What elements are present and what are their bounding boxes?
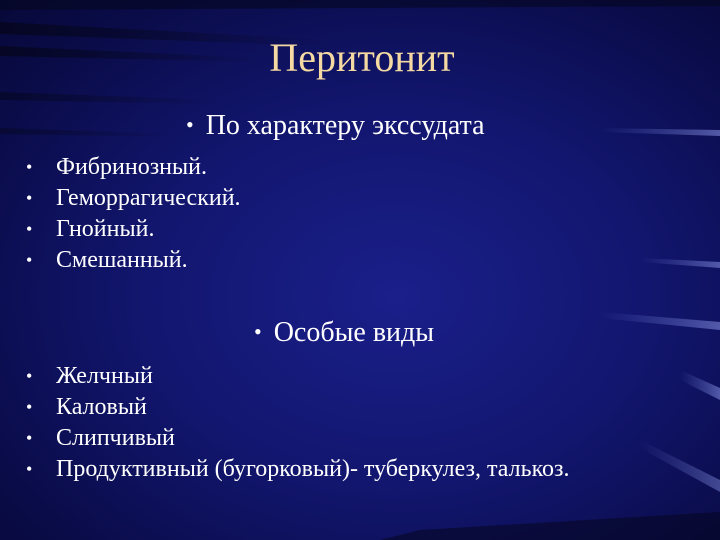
bullet-icon: • <box>26 157 33 177</box>
list-item-label: Геморрагический. <box>56 185 241 211</box>
list-item-label: Слипчивый <box>56 425 175 451</box>
list-item-label: Фибринозный. <box>56 154 207 180</box>
light-streak-3 <box>600 312 720 330</box>
list-item <box>26 214 241 245</box>
light-streak-2 <box>640 258 720 268</box>
bullet-icon: • <box>26 366 33 386</box>
bullet-icon: • <box>26 397 33 417</box>
list-item-label: Желчный <box>56 363 153 389</box>
list-item-label: Каловый <box>56 394 147 420</box>
bullet-icon: • <box>26 219 33 239</box>
list-item <box>26 245 241 276</box>
light-streak-1 <box>600 128 720 136</box>
section-heading-exudate <box>186 108 485 143</box>
slide-title: Перитонит <box>269 35 455 80</box>
bullet-icon: • <box>26 250 33 270</box>
list-item <box>26 454 570 485</box>
list-item-label: Гнойный. <box>56 216 155 242</box>
bullet-icon: • <box>26 188 33 208</box>
light-streak-4 <box>680 370 720 400</box>
bullet-icon: • <box>186 112 194 137</box>
list-item-label: Продуктивный (бугорковый)- туберкулез, талькоз. <box>56 456 570 482</box>
section-heading-label: Особые виды <box>273 317 435 348</box>
list-item <box>26 361 570 392</box>
light-streak-5 <box>640 440 720 492</box>
list-item <box>26 423 570 454</box>
dark-streak-4 <box>0 128 180 137</box>
special-type-list <box>26 361 570 485</box>
bullet-icon: • <box>254 319 262 344</box>
list-item <box>26 152 241 183</box>
exudate-type-list <box>26 152 241 276</box>
bullet-icon: • <box>26 428 33 448</box>
dark-streak-5 <box>0 0 720 10</box>
section-heading-label: По характеру экссудата <box>205 110 485 141</box>
list-item <box>26 183 241 214</box>
list-item-label: Смешанный. <box>56 247 188 273</box>
list-item <box>26 392 570 423</box>
bullet-icon: • <box>26 459 33 479</box>
section-heading-special <box>254 315 434 350</box>
dark-streak-3 <box>0 92 220 104</box>
dark-streak-6 <box>380 512 720 540</box>
